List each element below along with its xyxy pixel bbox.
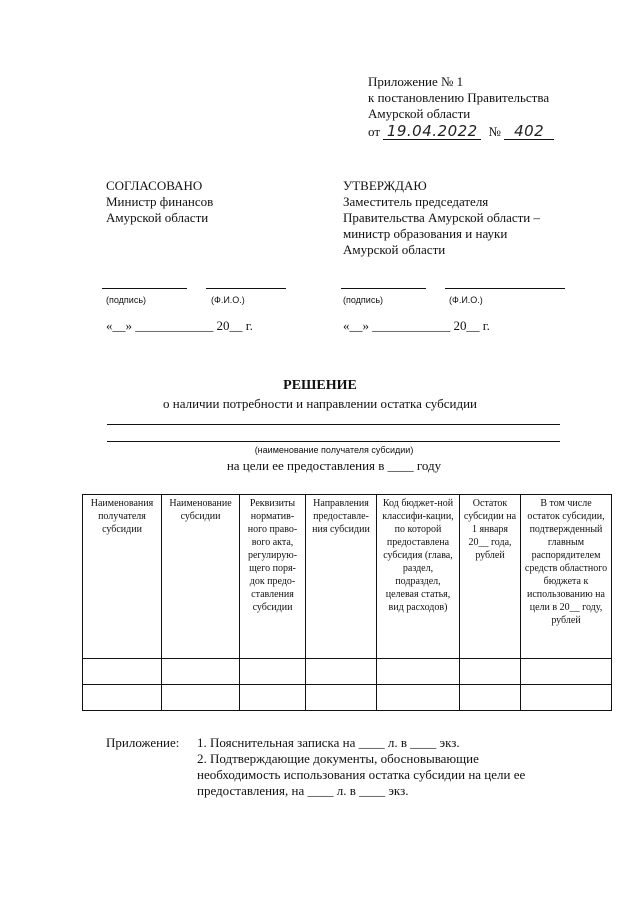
table-row: [83, 659, 612, 685]
date-prefix: от: [368, 124, 381, 139]
appendix-title: Приложение № 1: [368, 74, 464, 89]
col-header-confirmed-balance: В том числе остаток субсидии, подтвержденный главным распорядителем средств областного бюджета к использованию на цели в 20__ году, рублей: [521, 495, 612, 659]
right-name-line: [445, 288, 565, 289]
decision-subtitle: о наличии потребности и направлении остатка субсидии: [162, 396, 477, 411]
subsidy-table: [82, 494, 612, 711]
col-header-legal-act: Реквизиты норматив-ного право-вого акта, регулирую-щего поря-док предо-ставления субсидии: [240, 495, 306, 659]
table-cell: [240, 685, 306, 711]
number-prefix: №: [488, 124, 501, 139]
table-cell: [377, 659, 460, 685]
table-cell: [306, 659, 377, 685]
approved-right-position-3: министр образования и науки: [343, 226, 508, 241]
col-header-subsidy: Наименование субсидии: [162, 495, 240, 659]
table-cell: [83, 685, 162, 711]
left-date-line: «__» ____________ 20__ г.: [106, 318, 253, 333]
approved-right-block: [343, 178, 603, 258]
col-header-recipient: Наименования получателя субсидии: [83, 495, 162, 659]
right-signature-label: (подпись): [343, 295, 384, 305]
attachment-item-2-line-2: необходимость использования остатка субсидии на цели ее: [197, 767, 526, 782]
left-name-line: [206, 288, 286, 289]
left-signature-line: [102, 288, 187, 289]
purpose-line: на цели ее предоставления в ____ году: [226, 458, 442, 473]
table-cell: [377, 685, 460, 711]
left-name-label: (Ф.И.О.): [211, 295, 245, 305]
attachments-list: [197, 735, 607, 799]
approved-left-block: [106, 178, 316, 226]
attachment-item-2-line-1: 2. Подтверждающие документы, обосновывающие: [197, 751, 479, 766]
attachment-item-2-line-3: предоставления, на ____ л. в ____ экз.: [197, 783, 409, 798]
handwritten-date: 19.04.2022: [383, 123, 481, 140]
approved-left-position: Министр финансов: [106, 194, 214, 209]
right-name-label: (Ф.И.О.): [449, 295, 483, 305]
handwritten-number: 402: [504, 123, 554, 140]
decision-title: РЕШЕНИЕ: [283, 378, 357, 393]
approved-right-position-2: Правительства Амурской области –: [343, 210, 541, 225]
attachments-label: Приложение:: [106, 735, 180, 750]
appendix-region: Амурской области: [368, 106, 471, 121]
table-cell: [162, 659, 240, 685]
right-date-line: «__» ____________ 20__ г.: [343, 318, 490, 333]
approved-right-title: УТВЕРЖДАЮ: [343, 178, 427, 193]
appendix-date-row: [368, 123, 608, 140]
recipient-line-2: [107, 441, 560, 442]
left-signature-label: (подпись): [106, 295, 147, 305]
table-cell: [521, 659, 612, 685]
table-cell: [306, 685, 377, 711]
attachment-item-1: 1. Пояснительная записка на ____ л. в ____ экз.: [197, 735, 460, 750]
table-cell: [460, 659, 521, 685]
table-cell: [460, 685, 521, 711]
approved-left-title: СОГЛАСОВАНО: [106, 178, 203, 193]
col-header-balance: Остаток субсидии на 1 января 20__ года, рублей: [460, 495, 521, 659]
table-cell: [521, 685, 612, 711]
table-cell: [240, 659, 306, 685]
approved-right-region: Амурской области: [343, 242, 446, 257]
approved-right-position-1: Заместитель председателя: [343, 194, 489, 209]
col-header-direction: Направления предоставле-ния субсидии: [306, 495, 377, 659]
table-row: [83, 685, 612, 711]
appendix-resolution: к постановлению Правительства: [368, 90, 550, 105]
table-cell: [162, 685, 240, 711]
right-signature-line: [341, 288, 426, 289]
table-header-row: [83, 495, 612, 659]
recipient-label: (наименование получателя субсидии): [254, 445, 414, 455]
approved-left-region: Амурской области: [106, 210, 209, 225]
recipient-line-1: [107, 424, 560, 425]
table-cell: [83, 659, 162, 685]
appendix-block: [368, 74, 608, 140]
col-header-budget-code: Код бюджет-ной классифи-кации, по которой предоставлена субсидия (глава, раздел, подраздел, целевая статья, вид расходов): [377, 495, 460, 659]
